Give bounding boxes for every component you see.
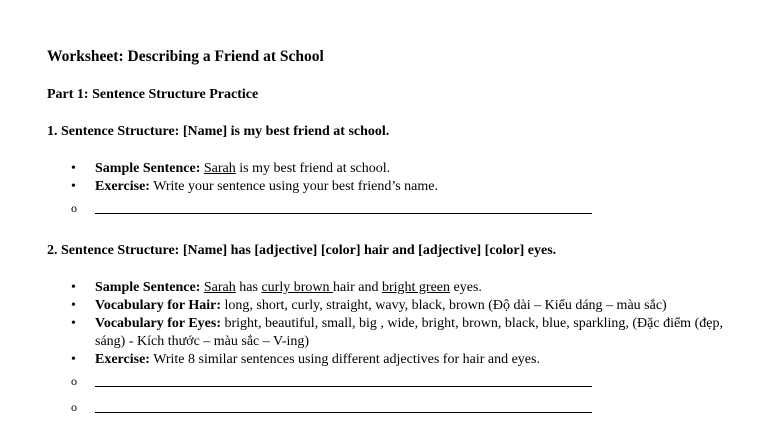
section-2-heading: 2. Sentence Structure: [Name] has [adjective] [color] hair and [adjective] [color] eyes. <box>47 243 557 258</box>
exercise-text: Write 8 similar sentences using different adjectives for hair and eyes. <box>149 352 540 367</box>
section-1-list <box>47 160 747 218</box>
list-item <box>47 297 747 315</box>
bullet-icon: • <box>71 161 76 176</box>
section-2-list <box>47 279 747 417</box>
bullet-icon: • <box>71 316 76 331</box>
sample-hair-phrase: curly brown <box>261 280 333 295</box>
sample-has: has <box>235 280 262 295</box>
bullet-icon: • <box>71 298 76 313</box>
vocab-eyes-text: bright, beautiful, small, big , wide, bright, brown, black, blue, sparkling, (Đặc điểm (đẹp, sáng) - Kích thước – màu sắc – V-ing) <box>95 316 723 349</box>
answer-line-row <box>47 373 747 391</box>
exercise-text: Write your sentence using your best friend’s name. <box>149 179 438 194</box>
list-item <box>47 279 747 297</box>
sample-name: Sarah <box>203 280 236 295</box>
sample-hair-and: hair and <box>333 280 382 295</box>
vocab-hair-label: Vocabulary for Hair: <box>95 298 221 313</box>
exercise-label: Exercise: <box>95 179 150 194</box>
answer-line-row <box>47 200 747 218</box>
answer-line[interactable] <box>95 412 592 413</box>
sample-eyes-phrase: bright green <box>381 280 451 295</box>
circle-bullet-icon: o <box>71 400 77 414</box>
list-item <box>47 160 747 178</box>
sample-text: is my best friend at school. <box>235 161 391 176</box>
answer-line-row <box>47 399 747 417</box>
list-item <box>47 351 747 369</box>
circle-bullet-icon: o <box>71 374 77 388</box>
bullet-icon: • <box>71 179 76 194</box>
list-item <box>47 178 747 196</box>
answer-line[interactable] <box>95 213 592 214</box>
sample-label: Sample Sentence: <box>95 280 201 295</box>
bullet-icon: • <box>71 280 76 295</box>
circle-bullet-icon: o <box>71 201 77 215</box>
worksheet-title: Worksheet: Describing a Friend at School <box>47 48 324 65</box>
sample-label: Sample Sentence: <box>95 161 201 176</box>
answer-line[interactable] <box>95 386 592 387</box>
part-heading: Part 1: Sentence Structure Practice <box>47 87 259 102</box>
vocab-eyes-label: Vocabulary for Eyes: <box>95 316 221 331</box>
bullet-icon: • <box>71 352 76 367</box>
list-item <box>47 315 747 351</box>
sample-name: Sarah <box>203 161 236 176</box>
sample-eyes-rest: eyes. <box>450 280 482 295</box>
exercise-label: Exercise: <box>95 352 150 367</box>
vocab-hair-text: long, short, curly, straight, wavy, black, brown (Độ dài – Kiểu dáng – màu sắc) <box>221 298 667 313</box>
section-1-heading: 1. Sentence Structure: [Name] is my best friend at school. <box>47 124 390 139</box>
